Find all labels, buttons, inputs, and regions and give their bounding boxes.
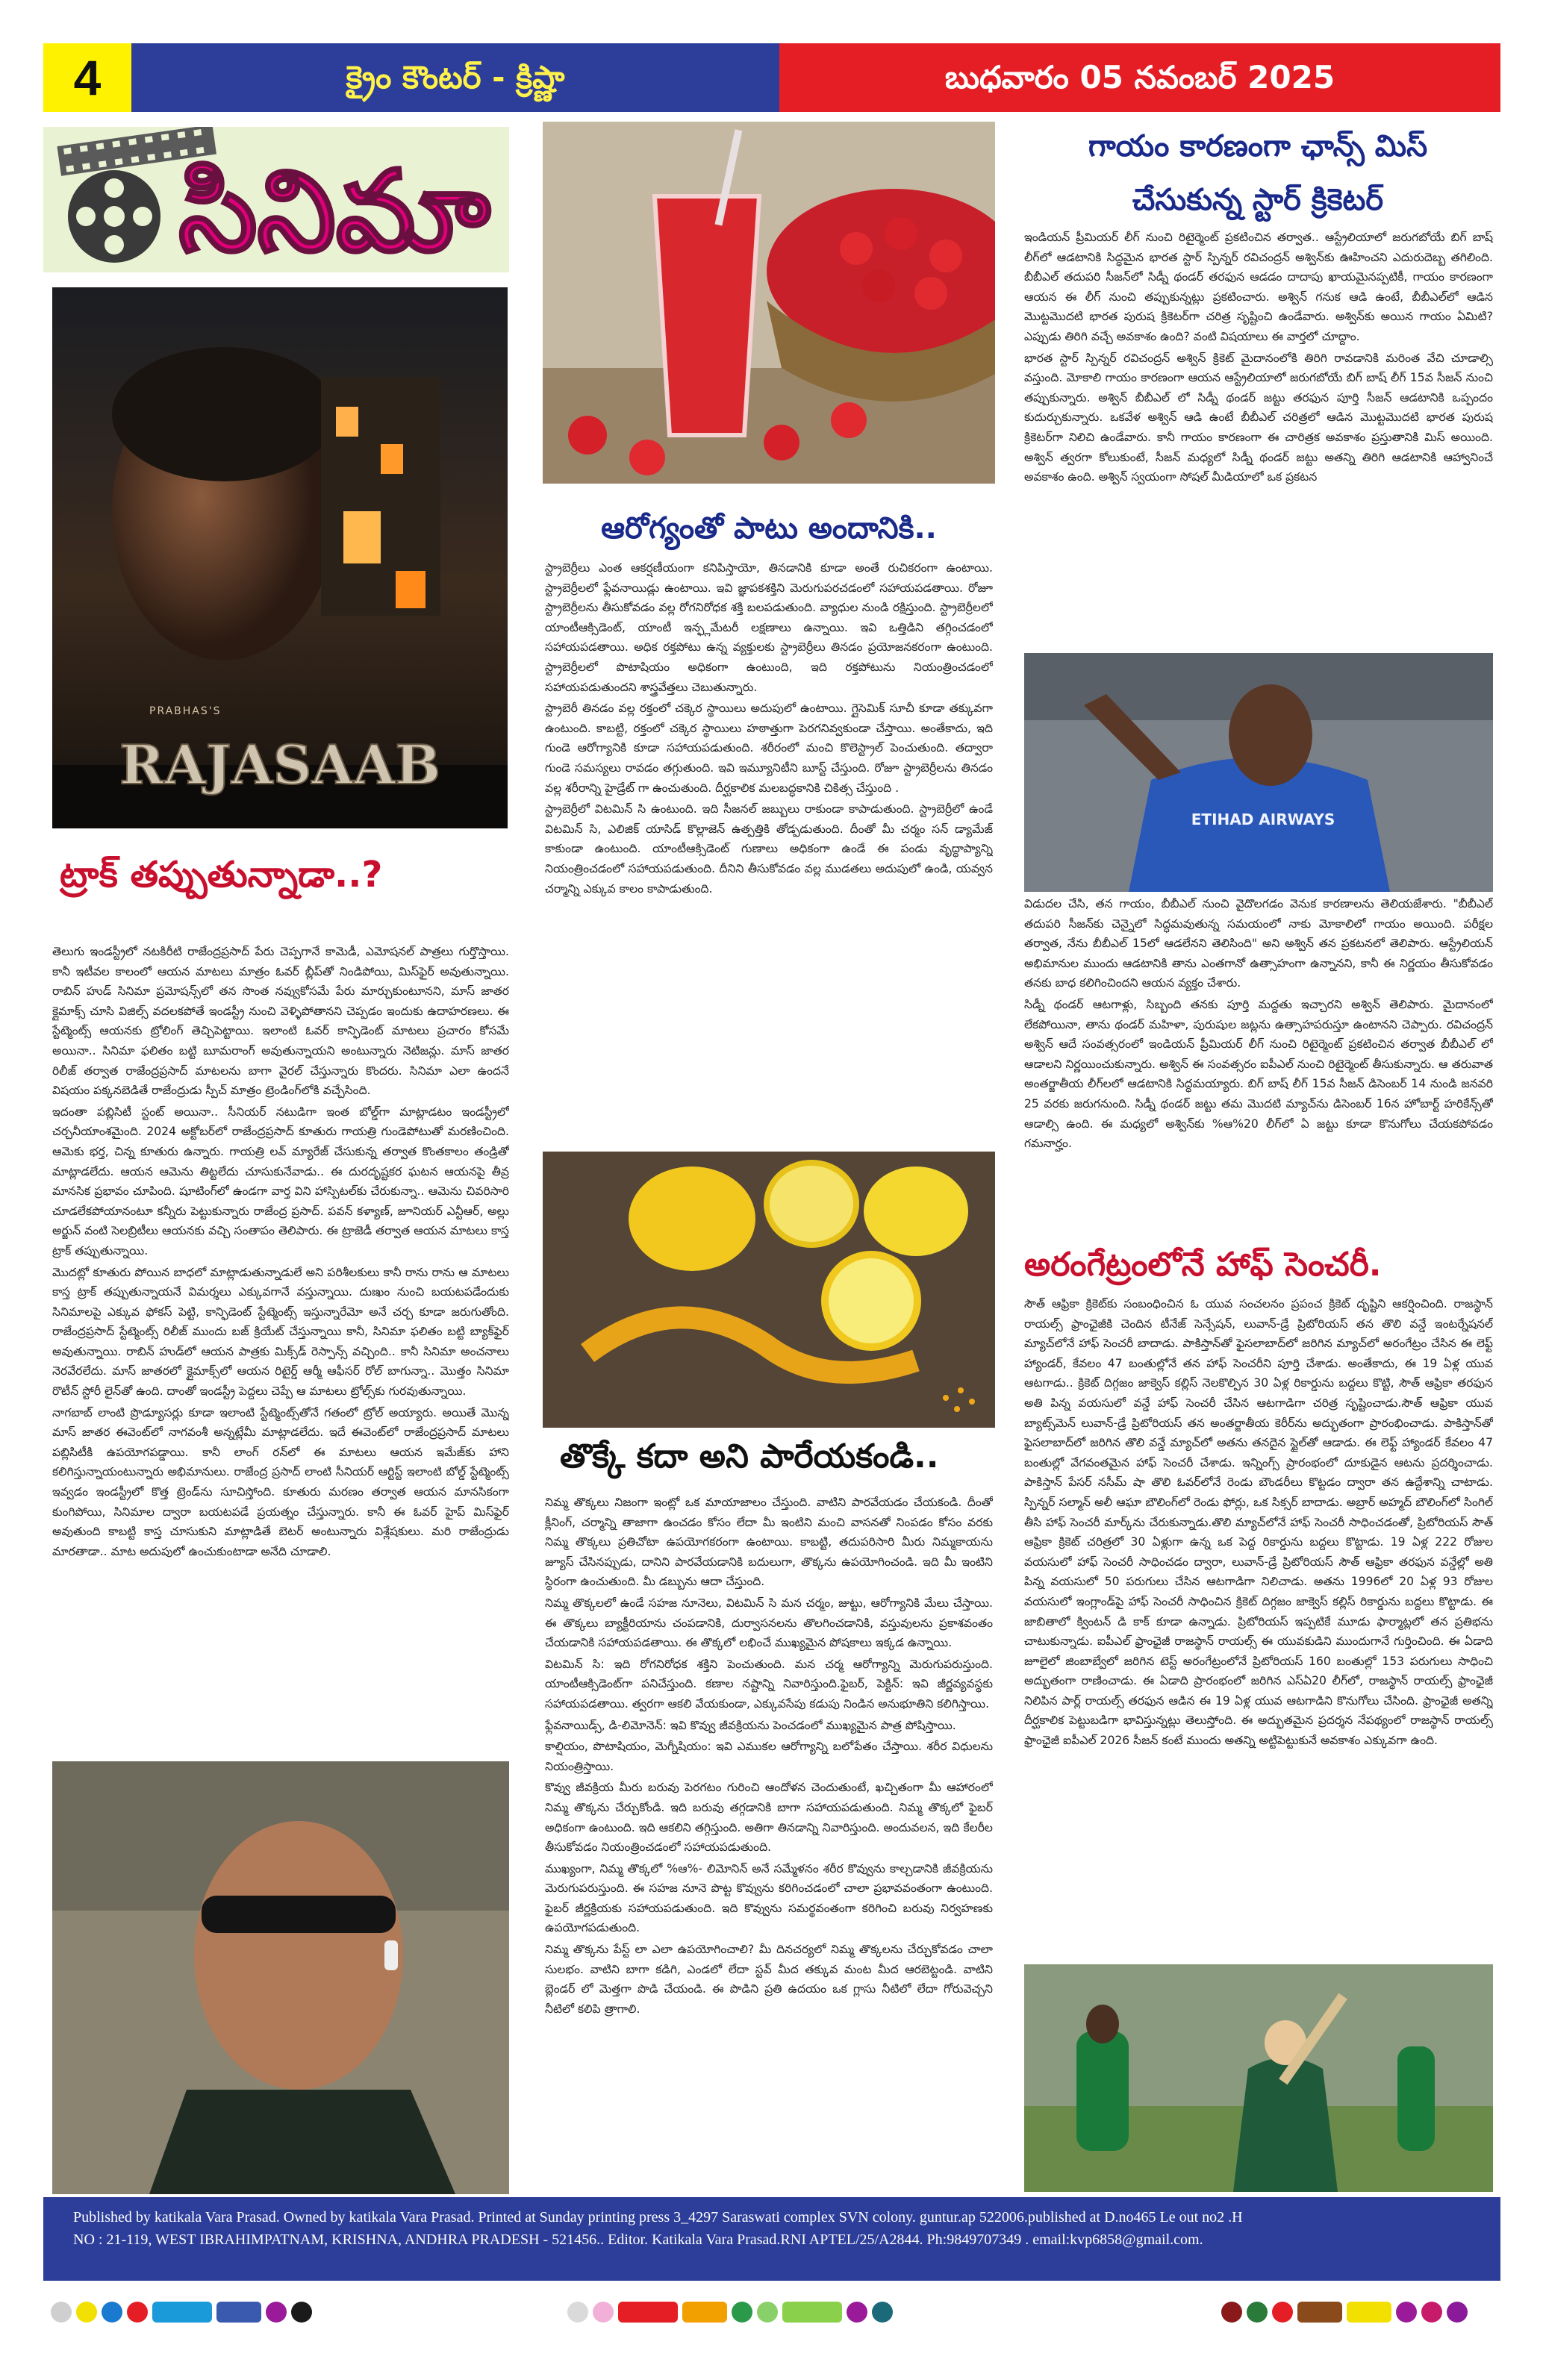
poster-title: RAJASAAB — [119, 733, 441, 796]
cricket1-article-body-top — [1024, 228, 1493, 649]
imprint-line-2: NO : 21-119, WEST IBRAHIMPATNAM, KRISHNA, ANDHRA PRADESH - 521456.. Editor. Katikala Vara Prasad.RNI APTEL/25/A2844. Ph:9849707349 . email:kvp6858@gmail.com. — [73, 2231, 1203, 2248]
lemon-article-body — [545, 1493, 993, 2190]
poster-credit: PRABHAS'S — [149, 705, 222, 717]
paragraph: కొవ్వు జీవక్రియ మీరు బరువు పెరగటం గురించి ఆందోళన చెందుతుంటే, ఖచ్చితంగా మీ ఆహారంలో నిమ్మ తొక్కను చేర్చుకోండి. ఇది బరువు తగ్గడానికి బాగా సహాయపడుతుంది. నిమ్మ తొక్కలో ఫైబర్ అధికంగా ఉంటుంది. ఇది ఆకలిని తగ్గిస్తుంది. అతిగా తినడాన్ని నివారిస్తుంది. అందువలన, ఇది కేలరీల తీసుకోవడం నియంత్రించడంలో సహాయపడుతుంది. — [545, 1781, 993, 1855]
paragraph: నిమ్మ తొక్కలలో ఉండే సహజ నూనెలు, విటమిన్ సి మన చర్మం, జుట్టు, ఆరోగ్యానికి మేలు చేస్తాయి. ఈ తొక్కలు బ్యాక్టీరియాను చంపడానికి, దుర్వాసనలను తొలగించడానికి, వస్తువులను ప్రకాశవంతం చేయడానికి సహాయపడతాయి. ఈ తొక్కలో లభించే ముఖ్యమైన పోషకాలు ఇక్కడ ఉన్నాయి. — [545, 1596, 993, 1650]
section-logo-text: సినిమా — [178, 147, 490, 272]
paragraph: తెలుగు ఇండస్ట్రీలో నటకిరీటి రాజేంద్రప్రసాద్ పేరు చెప్పగానే కామెడీ, ఎమోషనల్ పాత్రలు గుర్తొస్తాయి. కానీ ఇటీవల కాలంలో ఆయన మాటలు మాత్రం ఓవర్ బ్లీప్‌తో నిండిపోయి, మిస్‌ఫైర్ అవుతున్నాయి. రాబిన్ హుడ్ సినిమా ప్రమోషన్స్‌లో తన సొంత నవ్వుకోసమే పేరు మార్చుకుంటూనని, మాస్ జాతర క్లైమాక్స్ చూసి విజిల్స్ వదలకపోతే ఇండస్ట్రీ నుంచి వెళ్ళిపోతానని చెప్పడం ఇందుకు ఉదాహరణలు. ఈ స్టేట్మెంట్స్ ఆయనకు ట్రోలింగ్ తెచ్చిపెట్టాయి. ఇలాంటి ఓవర్ కాన్ఫిడెంట్ మాటలు ప్రచారం కోసమే అయినా.. సినిమా ఫలితం బట్టి బూమరాంగ్ అవుతున్నాయని అంటున్నారు నెటిజన్లు. మాస్ జాతర రిలీజ్ తర్వాత రాజేంద్రప్రసాద్ మాటలను బాగా వైరల్ చేస్తున్నారు కొందరు. సినిమా ఎలా ఉందనే విషయం పక్కనబెడితే రాజేంద్రుడు స్పీచ్ మాత్రం ట్రెండింగ్‌లోకి వచ్చేసింది. — [52, 945, 509, 1098]
paragraph: సౌత్ ఆఫ్రికా క్రికెట్‌కు సంబంధించిన ఓ యువ సంచలనం ప్రపంచ క్రికెట్ దృష్టిని ఆకర్షించింది. రాజస్థాన్ రాయల్స్ ఫ్రాంఛైజీకి చెందిన టీనేజ్ సెన్సేషన్, లువాన్-డ్రే ప్రిటోరియస్ తన తొలి వన్డే ఇంటర్నేషనల్ మ్యాచ్‌లోనే హాఫ్ సెంచరీ బాదాడు. పాకిస్తాన్‌తో ఫైసలాబాద్‌లో జరిగిన మ్యాచ్‌లో అరంగేట్రం చేసిన ఈ లెఫ్ట్ హ్యాండర్, కేవలం 47 బంతుల్లోనే తన హాఫ్ సెంచరీని పూర్తి చేశాడు. అంతేకాదు, ఈ 19 ఏళ్ల యువ ఆటగాడు.. క్రికెట్ దిగ్గజం జాక్వెస్ కల్లిస్ నెలకొల్పిన 30 ఏళ్ల రికార్డును బద్దలు కొట్టి, సౌత్ ఆఫ్రికా తరఫున అతి పిన్న వయసులో వన్డే హాఫ్ సెంచరీ చేసిన ఆటగాడిగా చరిత్ర సృష్టించాడు.సౌత్ ఆఫ్రికా యువ బ్యాట్స్‌మెన్ లువాన్-డ్రే ప్రిటోరియస్ తన అంతర్జాతీయ కెరీర్‌ను అద్భుతంగా ప్రారంభించాడు. పాకిస్తాన్‌తో ఫైసలాబాద్‌లో జరిగిన తొలి వన్డే మ్యాచ్‌లో అతను తనదైన స్టైల్‌తో ఆడాడు. ఈ లెఫ్ట్ హ్యాండర్ కేవలం 47 బంతుల్లో వేగవంతమైన హాఫ్ సెంచరీ చేశాడు. ఇన్నింగ్స్ ప్రారంభంలో దూకుడైన ఆటను ప్రదర్శించాడు. పాకిస్తాన్ పేసర్ నసీమ్ షా తొలి ఓవర్‌లోనే రెండు బౌండరీలు కొట్టడం ద్వారా తన ఉద్దేశాన్ని చాటాడు. స్పిన్నర్ సల్మాన్ అలీ ఆఘా బౌలింగ్‌లో రెండు ఫోర్లు, ఒక సిక్సర్ బాదాడు. అబ్రార్ అహ్మద్ బౌలింగ్‌లో సింగిల్ తీసి హాఫ్ సెంచరీ మార్క్‌ను చేరుకున్నాడు.తొలి మ్యాచ్‌లోనే హాఫ్ సెంచరీ సాధించడంతో, ప్రిటోరియస్ సౌత్ ఆఫ్రికా క్రికెట్ చరిత్రలో 30 ఏళ్లుగా ఉన్న ఒక పెద్ద రికార్డును బద్దలు కొట్టాడు. 19 ఏళ్ల 222 రోజుల వయసులో హాఫ్ సెంచరీ సాధించడం ద్వారా, లువాన్-డ్రే ప్రిటోరియస్ సౌత్ ఆఫ్రికా తరఫున వన్డేల్లో అతి పిన్న వయసులో 50 పరుగులు చేసిన ఆటగాడిగా నిలిచాడు. అతను 1996లో 20 ఏళ్ల 93 రోజుల వయసులో ఇంగ్లాండ్‌పై హాఫ్ సెంచరీ సాధించిన క్రికెట్ దిగ్గజం జాక్వెస్ కల్లిస్ రికార్డును బద్దలు కొట్టాడు. ఈ జాబితాలో క్వింటన్ డి కాక్ కూడా ఉన్నాడు. ప్రిటోరియస్ ఇప్పటికే మూడు ఫార్మాట్లలో తన ప్రతిభను చాటుకున్నాడు. ఐపీఎల్ ఫ్రాంఛైజీ రాజస్థాన్ రాయల్స్ ఈ యువకుడిని ముందుగానే గుర్తించింది. ఈ ఏడాది జూలైలో జింబాబ్వేలో జరిగిన టెస్ట్ అరంగేట్రంలోనే ప్రిటోరియస్ 160 బంతుల్లో 153 పరుగులు సాధించి అద్భుతంగా రాణించాడు. ఈ ఏడాది ప్రారంభంలో జరిగిన ఎస్ఏ20 లీగ్‌లో, రాజస్థాన్ రాయల్స్ ఫ్రాంఛైజీ నిలిపిన పార్ల్ రాయల్స్ తరఫున ఆడిన ఈ 19 ఏళ్ల యువ ఆటగాడిని కొనుగోలు చేసింది. ఫ్రాంఛైజీ అతన్ని దీర్ఘకాలిక పెట్టుబడిగా భావిస్తున్నట్లు తెలుస్తోంది. ఈ అద్భుతమైన ప్రదర్శన నేపథ్యంలో రాజస్థాన్ రాయల్స్ ఫ్రాంఛైజీ ఐపీఎల్ 2026 సీజన్ కంటే ముందు అతన్ని అట్టిపెట్టుకునే అవకాశం ఎక్కువగా ఉంది. — [1024, 1297, 1493, 1748]
health-article-body — [545, 558, 993, 1140]
batsman-photo — [1024, 1964, 1493, 2192]
cricket1-article-body-bottom — [1024, 894, 1493, 1288]
paragraph: నిమ్మ తొక్కను పేస్ట్ లా ఎలా ఉపయోగించాలి? మీ దినచర్యలో నిమ్మ తొక్కలను చేర్చుకోవడం చాలా సులభం. వాటిని బాగా కడిగి, ఎండలో లేదా స్టవ్ మీద తక్కువ మంట మీద ఆరబెట్టండి. వాటిని బ్లెండర్ లో మెత్తగా పొడి చేయండి. ఈ పొడిని ప్రతి ఉదయం ఒక గ్లాసు నీటిలో లేదా గోరువెచ్చని నీటిలో కలిపి త్రాగాలి. — [545, 1943, 993, 2016]
lemon-photo — [543, 1152, 995, 1428]
actor-photo — [52, 1761, 509, 2194]
cricket2-article-body — [1024, 1294, 1493, 1958]
edition-name: క్రైం కౌంటర్ - క్రిష్ణా — [131, 43, 779, 112]
issue-date: బుధవారం 05 నవంబర్ 2025 — [779, 43, 1500, 112]
cinema-headline: ట్రాక్ తప్పుతున్నాడా..? — [60, 854, 383, 896]
paragraph: విడుదల చేసి, తన గాయం, బీబీఎల్ నుంచి వైదొలగడం వెనుక కారణాలను తెలియజేశారు. "బీబీఎల్ తదుపరి సీజన్‌కు చెన్నైలో సిద్ధమవుతున్న సమయంలో నాకు మోకాలిలో గాయం అయింది. పరీక్షల తర్వాత, నేను బీబీఎల్ 15లో ఆడలేనని తెలిసింది" అని అశ్విన్ తన ప్రకటనలో తెలిపారు. ఆస్ట్రేలియన్ అభిమానుల ముందు ఆడటానికి తాను ఎంతగానో ఉత్సాహంగా ఉన్నానని, కానీ ఈ నిర్ణయం తీసుకోవడం తనకు బాధ కలిగించిందని ఆయన వ్యక్తం చేశారు. — [1024, 897, 1493, 990]
paragraph: భారత స్టార్ స్పిన్నర్ రవిచంద్రన్ అశ్విన్ క్రికెట్ మైదానంలోకి తిరిగి రావడానికి మరింత వేచి చూడాల్సి వస్తుంది. మోకాలి గాయం కారణంగా ఆయన ఆస్ట్రేలియాలో జరుగబోయే బిగ్ బాష్ లీగ్ 15వ సీజన్ నుంచి తప్పుకున్నారు. అశ్విన్ బీబీఎల్ లో సిడ్నీ థండర్ జట్టు తరఫున పూర్తి సీజన్ ఆడటానికి ఒప్పందం కుదుర్చుకున్నారు. ఒకవేళ అశ్విన్ ఆడి ఉంటే బీబీఎల్ చరిత్రలో ఆడిన మొట్టమొదటి భారత పురుష క్రికెటర్‌గా నిలిచి ఉండేవారు. కానీ గాయం కారణంగా ఈ చారిత్రక అవకాశం ప్రస్తుతానికి మిస్ అయింది. అశ్విన్ త్వరగా కోలుకుంటే, సీజన్ మధ్యలో సిడ్నీ థండర్ జట్టు అతన్ని తిరిగి ఆడటానికి ఆహ్వానించే అవకాశం ఉంది. అశ్విన్ స్వయంగా సోషల్ మీడియాలో ఒక ప్రకటన — [1024, 351, 1493, 484]
paragraph: మొదట్లో కూతురు పోయిన బాధలో మాట్లాడుతున్నాడులే అని పరిశీలకులు కానీ రాను రాను ఆ మాటలు కాస్త ట్రాక్ తప్పుతున్నాయనే విమర్శలు ఎక్కువగానే వస్తున్నాయి. దుఃఖం నుంచి బయటపడేందుకు సినిమాలపై ఎక్కువ ఫోకస్ పెట్టి, కాన్ఫిడెంట్ స్టేట్మెంట్స్ ఇస్తున్నారేమో అనే చర్చ కూడా జరుగుతోంది. రాజేంద్రప్రసాద్ స్టేట్మెంట్స్ రిలీజ్ ముందు బజ్ క్రియేట్ చేస్తున్నాయి కానీ, సినిమా ఫలితం బట్టి బ్యాక్‌ఫైర్ అవుతున్నాయి. రాబిన్ హుడ్‌లో ఆయన పాత్రకు మిక్స్‌డ్ రెస్పాన్స్ వచ్చింది.. కానీ సినిమా అంచనాలు నెరవేరలేదు. మాస్ జాతరలో క్లైమాక్స్‌లో ఆయన రిటైర్డ్ ఆర్మీ ఆఫీసర్ రోల్ బాగున్నా.. మొత్తం సినిమా రొటీన్ స్టోరీ లైన్‌తో ఉంది. దాంతో ఇండస్ట్రీ పెద్దలు చెప్పే ఆ మాటలు ట్రోల్స్‌కు గురవుతున్నాయి. — [52, 1265, 509, 1399]
page-number: 4 — [43, 43, 131, 112]
paragraph: కాల్షియం, పొటాషియం, మెగ్నీషియం: ఇవి ఎముకల ఆరోగ్యాన్ని బలోపేతం చేస్తాయి. శరీర విధులను నియంత్రిస్తాయి. — [545, 1740, 993, 1773]
lemon-headline: తొక్కే కదా అని పారేయకండి.. — [560, 1437, 939, 1475]
cricket2-headline: అరంగేట్రంలోనే హాఫ్ సెంచరీ. — [1024, 1246, 1382, 1284]
print-imprint — [43, 2197, 1500, 2281]
color-registration-right — [1221, 2300, 1468, 2324]
paragraph: స్ట్రాబెర్రీలో విటమిన్ సి ఉంటుంది. ఇది సీజనల్ జబ్బులు రాకుండా కాపాడుతుంది. స్ట్రాబెర్రీలో ఉండే విటమిన్ సి, ఎలిజిక్ యాసిడ్ కొల్లాజెన్ ఉత్పత్తికి తోడ్పడుతుంది. దీంతో మీ చర్మం సన్ డ్యామేజ్ కాకుండా ఉంటుంది. యాంటీఆక్సిడెంట్ గుణాలు అధికంగా ఉండే ఈ పండు వృద్ధాప్యాన్ని నియంత్రించడంలో సహాయపడుతుంది. దీనిని తీసుకోవడం వల్ల ముడతలు అదుపులో ఉండి, యవ్వన చర్మాన్ని ఎక్కువ కాలం కాపాడుతుంది. — [545, 802, 993, 896]
cricket1-headline-line2: చేసుకున్న స్టార్ క్రికెటర్ — [1132, 183, 1384, 217]
ashwin-photo — [1024, 653, 1493, 892]
paragraph: నాగబాబ్ లాంటి ప్రొడ్యూసర్లు కూడా ఇలాంటి స్టేట్మెంట్స్‌తోనే గతంలో ట్రోల్ అయ్యారు. అయితే మొన్న మాస్ జాతర ఈవెంట్‌లో నాగవంశీ అన్నట్లేమీ మాట్లాడలేదు. ఇదే ఈవెంట్‌లో రాజేంద్రప్రసాద్ మాటలు పబ్లిసిటీకి ఉపయోగపడ్డాయి. కానీ లాంగ్ రన్‌లో ఈ మాటలు ఆయన ఇమేజ్‌కు హాని కలిగిస్తున్నాయంటున్నారు అభిమానులు. రాజేంద్ర ప్రసాద్ లాంటి సీనియర్ ఆర్టిస్ట్ ఇలాంటి బోల్డ్ స్టేట్మెంట్స్ ఇవ్వడం ఇండస్ట్రీలో కొత్త ట్రెండ్‌ను సూచిస్తోంది. కూతురు మరణం తర్వాత ఆయన మానసికంగా కుంగిపోయి, సినిమాల ద్వారా బయటపడే ప్రయత్నం చేస్తున్నారు. కానీ ఈ ఓవర్ హైప్ మిస్‌ఫైర్ అవుతుంది కాబట్టి కాస్త చూసుకుని మాట్లాడితే బెటర్ అంటున్నారు విశ్లేషకులు. మరి రాజేంద్రుడు మారతాడా.. మాట అదుపులో ఉంచుకుంటాడా అనేది చూడాలి. — [52, 1405, 509, 1558]
section-logo — [43, 127, 509, 272]
cinema-article-body — [52, 942, 509, 1754]
color-registration-center — [567, 2300, 893, 2324]
jersey-text: ETIHAD AIRWAYS — [1191, 810, 1335, 828]
cricket1-headline-line1: గాయం కారణంగా ఛాన్స్ మిస్ — [1088, 129, 1428, 163]
imprint-line-1: Published by katikala Vara Prasad. Owned by katikala Vara Prasad. Printed at Sunday printing press 3_4297 Saraswati complex SVN colony. guntur.ap 522006.published at D.no465 Le out no2 .H — [73, 2209, 1243, 2226]
rajasaab-poster — [52, 287, 508, 828]
health-headline: ఆరోగ్యంతో పాటు అందానికి.. — [601, 511, 937, 546]
paragraph: విటమిన్ సి: ఇది రోగనిరోధక శక్తిని పెంచుతుంది. మన చర్మ ఆరోగ్యాన్ని మెరుగుపరుస్తుంది. యాంటీఆక్సిడెంట్‌గా పనిచేస్తుంది. కణాల నష్టాన్ని నివారిస్తుంది.ఫైబర్, పెక్టిన్: ఇవి జీర్ణవ్యవస్థకు సహాయపడతాయి. త్వరగా ఆకలి వేయకుండా, ఎక్కువసేపు కడుపు నిండిన అనుభూతిని కలిగిస్తాయి. — [545, 1657, 993, 1711]
paragraph: సిడ్నీ థండర్ ఆటగాళ్లు, సిబ్బంది తనకు పూర్తి మద్దతు ఇచ్చారని అశ్విన్ తెలిపారు. మైదానంలో లేకపోయినా, తాను థండర్ మహిళా, పురుషుల జట్లను ఉత్సాహపరుస్తూ ఉంటానని చెప్పారు. రవిచంద్రన్ అశ్విన్ ఆదే సంవత్సరంలో ఇండియన్ ప్రీమియర్ లీగ్ నుంచి రిటైర్మెంట్ ప్రకటించిన తర్వాత బీబీఎల్ లో ఆడాలని నిర్ణయించుకున్నారు. అశ్విన్ ఈ సంవత్సరం ఐపీఎల్ నుంచి రిటైర్మెంట్ తీసుకున్నారు. ఆ తరువాత అంతర్జాతీయ లీగ్‌లలో ఆడటానికి సిద్ధమయ్యారు. బిగ్ బాష్ లీగ్ 15వ సీజన్ డిసెంబర్ 14 నుండి జనవరి 25 వరకు జరుగనుంది. సిడ్నీ థండర్ జట్టు తమ మొదటి మ్యాచ్‌ను డిసెంబర్ 16న హోబార్ట్ హరికేన్స్‌తో ఆడాల్సి ఉంది. ఈ మధ్యలో అశ్విన్‌కు %ఆ%20 లీగ్‌లో ఏ జట్టు కూడా కొనుగోలు చేయకపోవడం గమనార్హం. — [1024, 997, 1493, 1151]
paragraph: నిమ్మ తొక్కలు నిజంగా ఇంట్లో ఒక మాయాజాలం చేస్తుంది. వాటిని పారవేయడం చేయకండి. దీంతో క్లీనింగ్, చర్మాన్ని తాజాగా ఉంచడం కోసం లేదా మీ ఇంటిని మంచి వాసనతో నింపడం కోసం వరకు నిమ్మ తొక్కలు ప్రతిచోటా ఉపయోగకరంగా ఉంటాయి. కాబట్టి, తదుపరిసారి మీరు నిమ్మకాయను జ్యూస్ చేసినప్పుడు, దానిని పారవేయడానికి బదులుగా, తొక్కను ఉపయోగించండి. ఇది మీ ఇంటిని స్థిరంగా ఉంచుతుంది. మీ డబ్బును ఆదా చేస్తుంది. — [545, 1496, 993, 1589]
paragraph: స్ట్రాబెర్రీలు ఎంత ఆకర్షణీయంగా కనిపిస్తాయో, తినడానికి కూడా అంతే రుచికరంగా ఉంటాయి. స్ట్రాబెర్రీలలో ఫ్లేవనాయిడ్లు ఉంటాయి. ఇవి జ్ఞాపకశక్తిని మెరుగుపరచడంలో సహాయపడతాయి. రోజూ స్ట్రాబెర్రీలను తీసుకోవడం వల్ల రోగనిరోధక శక్తి బలపడుతుంది. వ్యాధుల నుండి రక్షిస్తుంది. స్ట్రాబెర్రీలలో యాంటీఆక్సిడెంట్, యాంటీ ఇన్ఫ్లమేటరీ లక్షణాలు ఉన్నాయి. ఇవి ఒత్తిడిని తగ్గించడంలో సహాయపడతాయి. అధిక రక్తపోటు ఉన్న వ్యక్తులకు స్ట్రాబెర్రీలు తినడం ప్రయోజనకరంగా ఉంటుంది. స్ట్రాబెర్రీలలో పొటాషియం అధికంగా ఉంటుంది, ఇది రక్తపోటును నియంత్రించడంలో సహాయపడుతుందని శాస్త్రవేత్తలు చెబుతున్నారు. — [545, 561, 993, 694]
paragraph: ఇదంతా పబ్లిసిటీ స్టంట్ అయినా.. సీనియర్ నటుడిగా ఇంత బోల్డ్‌గా మాట్లాడటం ఇండస్ట్రీలో చర్చనీయాంశమైంది. 2024 అక్టోబర్‌లో రాజేంద్రప్రసాద్ కూతురు గాయత్రి గుండెపోటుతో మరణించింది. ఆమెకు భర్త, చిన్న కూతురు ఉన్నారు. గాయత్రి లవ్ మ్యారేజ్ చేసుకున్న తర్వాత కొంతకాలం తండ్రితో మాట్లాడలేదు. ఆయన ఆమెను తిట్టలేదు చూసుకునేవాడు.. ఈ దురదృష్టకర ఘటన ఆయనపై తీవ్ర మానసిక ప్రభావం చూపింది. షూటింగ్‌లో ఉండగా వార్త విని హాస్పిటల్‌కు చేరుకున్నా.. ఆమెను చివరిసారి చూడలేకపోయానంటూ కన్నీరు పెట్టుకున్నారు రాజేంద్ర ప్రసాద్. పవన్ కళ్యాణ్, జూనియర్ ఎన్టీఆర్, అల్లు అర్జున్ వంటి సెలబ్రిటీలు ఆయనకు వచ్చి సంతాపం తెలిపారు. ఈ ట్రాజెడీ తర్వాత ఆయన మాటలు కాస్త ట్రాక్ తప్పుతున్నాయి. — [52, 1105, 509, 1258]
paragraph: ఫ్లేవనాయిడ్స్, డి-లిమోనెన్: ఇవి కొవ్వు జీవక్రియను పెంచడంలో ముఖ్యమైన పాత్ర పోషిస్తాయి. — [545, 1718, 956, 1732]
color-registration-left — [51, 2300, 312, 2324]
strawberry-photo — [543, 122, 995, 484]
paragraph: ఇండియన్ ప్రీమియర్ లీగ్ నుంచి రిటైర్మెంట్ ప్రకటించిన తర్వాత.. ఆస్ట్రేలియాలో జరుగబోయే బిగ్ బాష్ లీగ్‌లో ఆడటానికి సిద్ధమైన భారత స్టార్ స్పిన్నర్ రవిచంద్రన్ అశ్విన్‌కు ఊహించని ఎదురుదెబ్బ తగిలింది. బీబీఎల్ తదుపరి సీజన్‌లో సిడ్నీ థండర్ తరఫున ఆడడం దాదాపు ఖాయమైనప్పటికీ, గాయం కారణంగా ఆయన ఈ లీగ్ నుంచి తప్పుకున్నట్లు ప్రకటించారు. అశ్విన్ గనుక ఆడి ఉంటే, బీబీఎల్‌లో ఆడిన మొట్టమొదటి భారత పురుష క్రికెటర్‌గా చరిత్ర సృష్టించి ఉండేవారు. అశ్విన్‌కు అయిన గాయం ఏమిటి? ఎప్పుడు తిరిగి వచ్చే అవకాశం ఉంది? వంటి విషయాలు ఈ వార్తలో చూద్దాం. — [1024, 231, 1493, 343]
paragraph: ముఖ్యంగా, నిమ్మ తొక్కలో %ఆ%- లిమోనిన్ అనే సమ్మేళనం శరీర కొవ్వును కాల్చడానికి జీవక్రియను మెరుగుపరుస్తుంది. ఈ సహజ నూనె పొట్ట కొవ్వును కరిగించడంలో చాలా ప్రభావవంతంగా ఉంటుంది. ఫైబర్ జీర్ణక్రియకు సహాయపడుతుంది. ఇది కొవ్వును సమర్థవంతంగా కరిగించి బరువు నిర్వహణకు ఉపయోగపడుతుంది. — [545, 1861, 993, 1935]
paragraph: స్ట్రాబెరీ తినడం వల్ల రక్తంలో చక్కెర స్థాయిలు అదుపులో ఉంటాయి. గ్లైసెమిక్ సూచీ కూడా తక్కువగా ఉంటుంది. కాబట్టి, రక్తంలో చక్కెర స్థాయిలు హఠాత్తుగా పెరగనివ్వకుండా చేస్తాయి. అంతేకాదు, ఇది గుండె ఆరోగ్యానికి కూడా సహాయపడుతుంది. శరీరంలో మంచి కొలెస్ట్రాల్ పెంచుతుంది. తద్వారా గుండె సమస్యలు రావడం తగ్గుతుంది. ఇవి ఇమ్యూనిటీని బూస్ట్ చేస్తుంది. రోజూ స్ట్రాబెర్రీలను తినడం వల్ల శరీరాన్ని హైడ్రేట్ గా ఉంచుతుంది. దీర్ఘకాలిక మలబద్ధకానికి చికిత్స చేస్తుంది . — [545, 702, 993, 795]
